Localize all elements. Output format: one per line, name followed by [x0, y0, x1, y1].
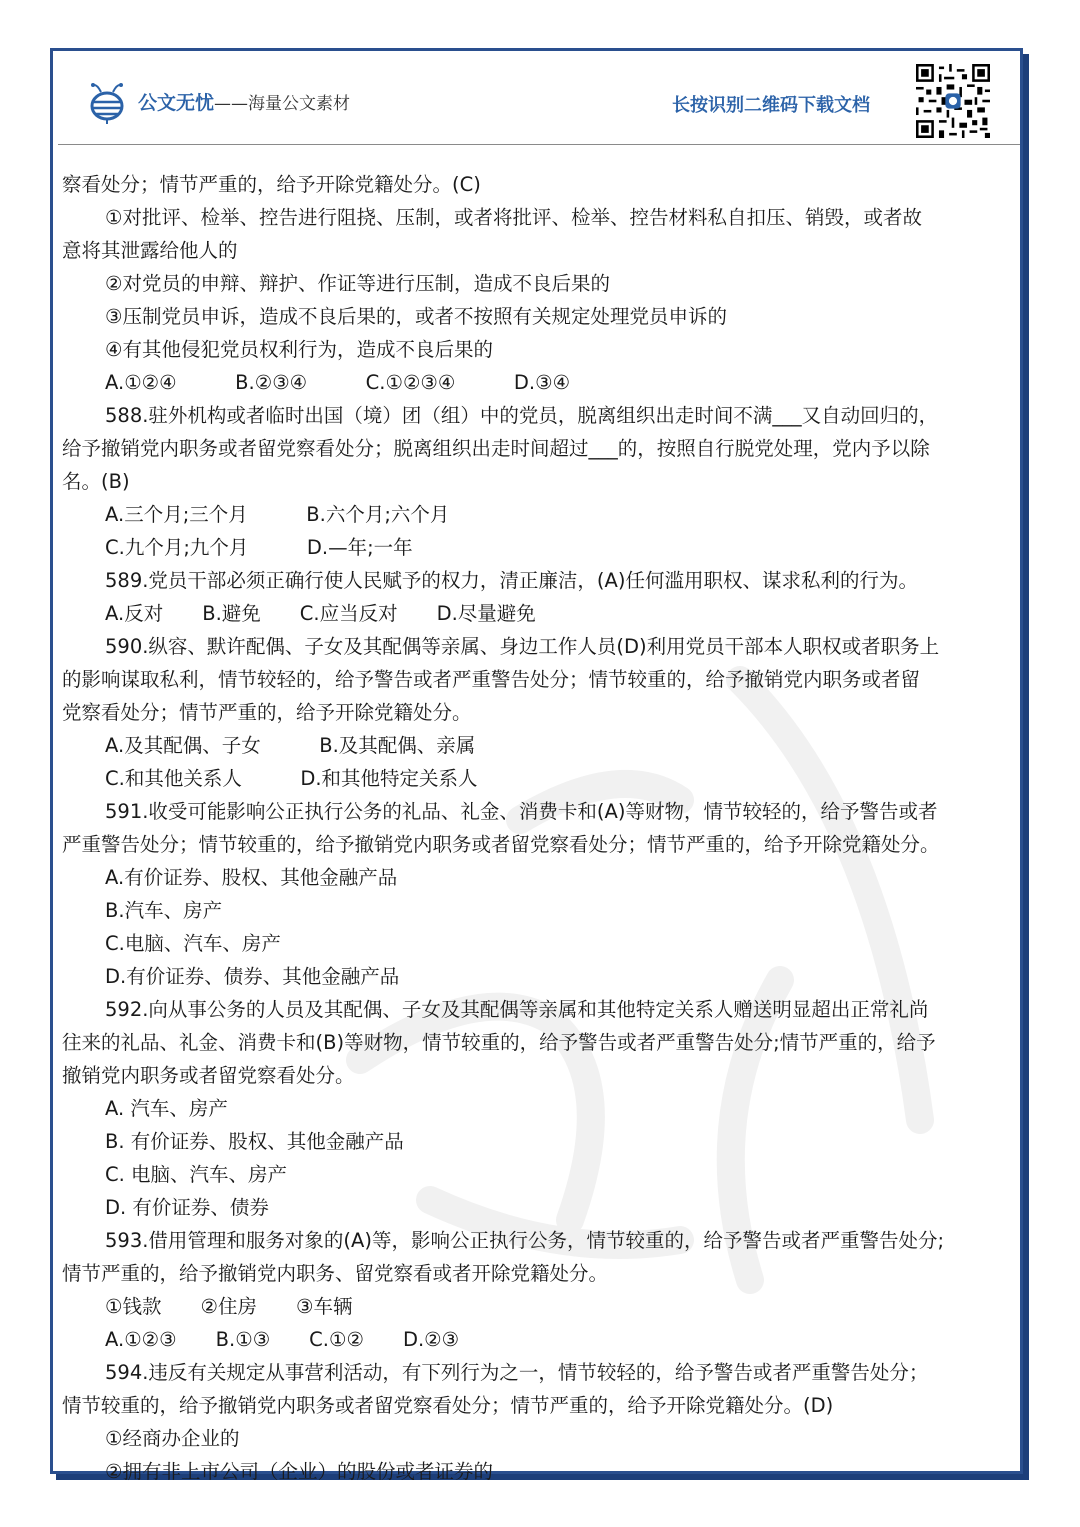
- brand-title: 公文无忧: [138, 92, 215, 114]
- text-line: B.汽车、房产: [105, 899, 223, 922]
- qr-code-icon[interactable]: [916, 64, 990, 138]
- text-line: 撤销党内职务或者留党察看处分。: [62, 1064, 355, 1087]
- brand-slogan: ——海量公文素材: [214, 94, 351, 114]
- text-line: 593.借用管理和服务对象的(A)等，影响公正执行公务，情节较重的，给予警告或者严重警告处分;: [105, 1229, 945, 1252]
- text-line: 的影响谋取私利，情节较轻的，给予警告或者严重警告处分；情节较重的，给予撤销党内职务或者留: [62, 668, 921, 691]
- text-line: 588.驻外机构或者临时出国（境）团（组）中的党员，脱离组织出走时间不满___又自动回归的，: [105, 404, 939, 427]
- text-line: A. 汽车、房产: [105, 1097, 228, 1120]
- text-line: ①钱款 ②住房 ③车辆: [105, 1295, 353, 1318]
- text-line: C.电脑、汽车、房产: [105, 932, 281, 955]
- text-line: A.①②③ B.①③ C.①② D.②③: [105, 1328, 460, 1351]
- text-line: 党察看处分；情节严重的，给予开除党籍处分。: [62, 701, 472, 724]
- text-line: D. 有价证券、债券: [105, 1196, 269, 1219]
- text-line: A.反对 B.避免 C.应当反对 D.尽量避免: [105, 602, 536, 625]
- text-line: 592.向从事公务的人员及其配偶、子女及其配偶等亲属和其他特定关系人赠送明显超出正常礼尚: [105, 998, 929, 1021]
- text-line: A.三个月;三个月 B.六个月;六个月: [105, 503, 450, 526]
- text-line: 意将其泄露给他人的: [62, 239, 238, 262]
- text-line: 591.收受可能影响公正执行公务的礼品、礼金、消费卡和(A)等财物，情节较轻的，给予警告或者: [105, 800, 938, 823]
- brand-name: [138, 88, 350, 115]
- text-line: 情节较重的，给予撤销党内职务或者留党察看处分；情节严重的，给予开除党籍处分。(D): [62, 1394, 834, 1417]
- text-line: A.有价证券、股权、其他金融产品: [105, 866, 398, 889]
- bee-logo-icon: [84, 80, 130, 126]
- text-line: ①经商办企业的: [105, 1427, 240, 1450]
- text-line: 往来的礼品、礼金、消费卡和(B)等财物，情节较重的，给予警告或者严重警告处分;情节严重的，给予: [62, 1031, 936, 1054]
- text-line: D.有价证券、债券、其他金融产品: [105, 965, 400, 988]
- text-line: 589.党员干部必须正确行使人民赋予的权力，清正廉洁，(A)任何滥用职权、谋求私利的行为。: [105, 569, 918, 592]
- text-line: ②对党员的申辩、辩护、作证等进行压制，造成不良后果的: [105, 272, 610, 295]
- text-line: C.九个月;九个月 D.—年;一年: [105, 536, 413, 559]
- text-line: ①对批评、检举、控告进行阻挠、压制，或者将批评、检举、控告材料私自扣压、销毁，或者故: [105, 206, 922, 229]
- text-line: ③压制党员申诉，造成不良后果的，或者不按照有关规定处理党员申诉的: [105, 305, 727, 328]
- document-body: [62, 168, 1022, 1488]
- text-line: 察看处分；情节严重的，给予开除党籍处分。(C): [62, 173, 481, 196]
- text-line: ④有其他侵犯党员权利行为，造成不良后果的: [105, 338, 493, 361]
- text-line: 594.违反有关规定从事营利活动，有下列行为之一，情节较轻的，给予警告或者严重警告处分；: [105, 1361, 929, 1384]
- text-line: 严重警告处分；情节较重的，给予撤销党内职务或者留党察看处分；情节严重的，给予开除党籍处分。: [62, 833, 940, 856]
- text-line: C.和其他关系人 D.和其他特定关系人: [105, 767, 478, 790]
- page-header: [58, 52, 1020, 145]
- text-line: 590.纵容、默许配偶、子女及其配偶等亲属、身边工作人员(D)利用党员干部本人职权或者职务上: [105, 635, 940, 658]
- text-line: A.及其配偶、子女 B.及其配偶、亲属: [105, 734, 476, 757]
- text-line: C. 电脑、汽车、房产: [105, 1163, 288, 1186]
- text-line: B. 有价证券、股权、其他金融产品: [105, 1130, 404, 1153]
- text-line: ②拥有非上市公司（企业）的股份或者证券的: [105, 1460, 493, 1483]
- text-line: 名。(B): [62, 470, 130, 493]
- scan-tip: 长按识别二维码下载文档: [672, 95, 870, 116]
- text-line: 情节严重的，给予撤销党内职务、留党察看或者开除党籍处分。: [62, 1262, 609, 1285]
- text-line: 给予撤销党内职务或者留党察看处分；脱离组织出走时间超过___的，按照自行脱党处理，党内予以除: [62, 437, 930, 460]
- text-line: A.①②④ B.②③④ C.①②③④ D.③④: [105, 371, 571, 394]
